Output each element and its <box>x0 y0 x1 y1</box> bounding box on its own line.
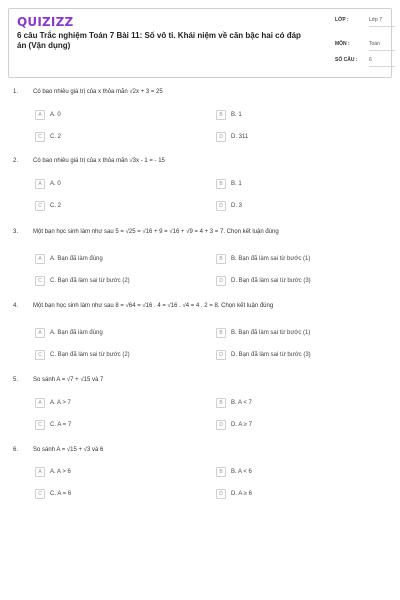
option-letter-box: D <box>216 350 226 360</box>
option-d[interactable] <box>216 200 242 211</box>
question-number: 6. <box>13 447 19 453</box>
option-b[interactable] <box>216 397 252 408</box>
option-c[interactable] <box>35 349 130 360</box>
option-letter-box: D <box>216 276 226 286</box>
option-a[interactable] <box>35 397 71 408</box>
question-text: So sánh A = √7 + √15 và 7 <box>33 377 104 383</box>
option-letter-box: B <box>216 467 226 477</box>
option-letter-box: A <box>35 179 45 189</box>
option-letter-box: C <box>35 420 45 430</box>
class-label: LỚP : <box>335 17 349 23</box>
option-a[interactable] <box>35 327 103 338</box>
option-letter-box: B <box>216 254 226 264</box>
option-label: A. 0 <box>50 111 61 118</box>
option-label: B. Bạn đã làm sai từ bước (1) <box>231 329 311 336</box>
question-number: 5. <box>13 377 19 383</box>
question-text: Có bao nhiêu giá trị của x thỏa mãn √2x + 3 = 25 <box>33 89 163 95</box>
option-letter-box: A <box>35 254 45 264</box>
question-text: Một bạn học sinh làm như sau 8 = √64 = √16 . 4 = √16 . √4 = 4 . 2 = 8. Chọn kết luận đúng <box>33 303 274 309</box>
option-label: C. A = 6 <box>50 490 72 497</box>
option-letter-box: A <box>35 467 45 477</box>
option-label: D. A ≥ 7 <box>231 421 252 428</box>
question-number: 3. <box>13 229 19 235</box>
option-d[interactable] <box>216 419 252 430</box>
option-b[interactable] <box>216 466 252 477</box>
option-b[interactable] <box>216 109 242 120</box>
option-letter-box: D <box>216 132 226 142</box>
option-d[interactable] <box>216 131 248 142</box>
option-letter-box: B <box>216 328 226 338</box>
option-label: B. Bạn đã làm sai từ bước (1) <box>231 255 311 262</box>
class-value: Lớp 7 <box>369 17 395 27</box>
option-label: A. A > 6 <box>50 468 71 475</box>
option-a[interactable] <box>35 178 61 189</box>
option-label: D. 311 <box>231 133 249 140</box>
question-number: 4. <box>13 303 19 309</box>
option-c[interactable] <box>35 275 130 286</box>
subject-label: MÔN : <box>335 41 350 47</box>
option-a[interactable] <box>35 253 103 264</box>
question-text: Một bạn học sinh làm như sau 5 = √25 = √16 + 9 = √16 + √9 = 4 + 3 = 7. Chọn kết luận đúng <box>33 229 279 235</box>
option-letter-box: A <box>35 110 45 120</box>
option-d[interactable] <box>216 349 311 360</box>
option-letter-box: D <box>216 201 226 211</box>
question-text: Có bao nhiêu giá trị của x thỏa mãn √3x - 1 = - 15 <box>33 158 165 164</box>
option-label: C. A = 7 <box>50 421 72 428</box>
option-letter-box: B <box>216 179 226 189</box>
option-a[interactable] <box>35 109 61 120</box>
option-c[interactable] <box>35 488 71 499</box>
option-c[interactable] <box>35 131 61 142</box>
option-letter-box: C <box>35 132 45 142</box>
option-letter-box: B <box>216 398 226 408</box>
question-text: So sánh A = √15 + √3 và 6 <box>33 447 104 453</box>
option-label: C. 2 <box>50 133 62 140</box>
question-count-value: 6 <box>369 57 395 67</box>
quizizz-logo: QUIZIZZ <box>17 15 74 29</box>
option-letter-box: C <box>35 276 45 286</box>
option-label: C. Bạn đã làm sai từ bước (2) <box>50 277 130 284</box>
worksheet-title: 6 câu Trắc nghiệm Toán 7 Bài 11: Số vô tỉ. Khái niệm về căn bậc hai có đáp án (Vận dụng) <box>17 31 301 50</box>
option-letter-box: C <box>35 350 45 360</box>
option-label: C. Bạn đã làm sai từ bước (2) <box>50 351 130 358</box>
option-letter-box: C <box>35 201 45 211</box>
subject-value: Toán <box>369 41 395 51</box>
option-letter-box: A <box>35 398 45 408</box>
option-b[interactable] <box>216 327 310 338</box>
option-label: B. 1 <box>231 180 242 187</box>
option-label: D. Bạn đã làm sai từ bước (3) <box>231 351 311 358</box>
option-c[interactable] <box>35 419 71 430</box>
question-count-label: SỐ CÂU : <box>335 57 358 63</box>
option-label: B. 1 <box>231 111 242 118</box>
option-label: C. 2 <box>50 202 62 209</box>
option-letter-box: C <box>35 489 45 499</box>
option-label: B. A < 7 <box>231 399 252 406</box>
option-label: A. Bạn đã làm đúng <box>50 255 103 262</box>
option-letter-box: D <box>216 420 226 430</box>
option-label: D. A ≥ 6 <box>231 490 252 497</box>
option-label: D. Bạn đã làm sai từ bước (3) <box>231 277 311 284</box>
option-label: A. Bạn đã làm đúng <box>50 329 103 336</box>
question-number: 2. <box>13 158 19 164</box>
option-letter-box: B <box>216 110 226 120</box>
option-letter-box: A <box>35 328 45 338</box>
option-d[interactable] <box>216 275 311 286</box>
option-c[interactable] <box>35 200 61 211</box>
option-d[interactable] <box>216 488 252 499</box>
option-b[interactable] <box>216 178 242 189</box>
option-label: A. 0 <box>50 180 61 187</box>
option-label: D. 3 <box>231 202 243 209</box>
option-b[interactable] <box>216 253 310 264</box>
option-letter-box: D <box>216 489 226 499</box>
option-label: A. A > 7 <box>50 399 71 406</box>
option-a[interactable] <box>35 466 71 477</box>
worksheet-header <box>8 8 392 78</box>
option-label: B. A < 6 <box>231 468 252 475</box>
question-number: 1. <box>13 89 19 95</box>
